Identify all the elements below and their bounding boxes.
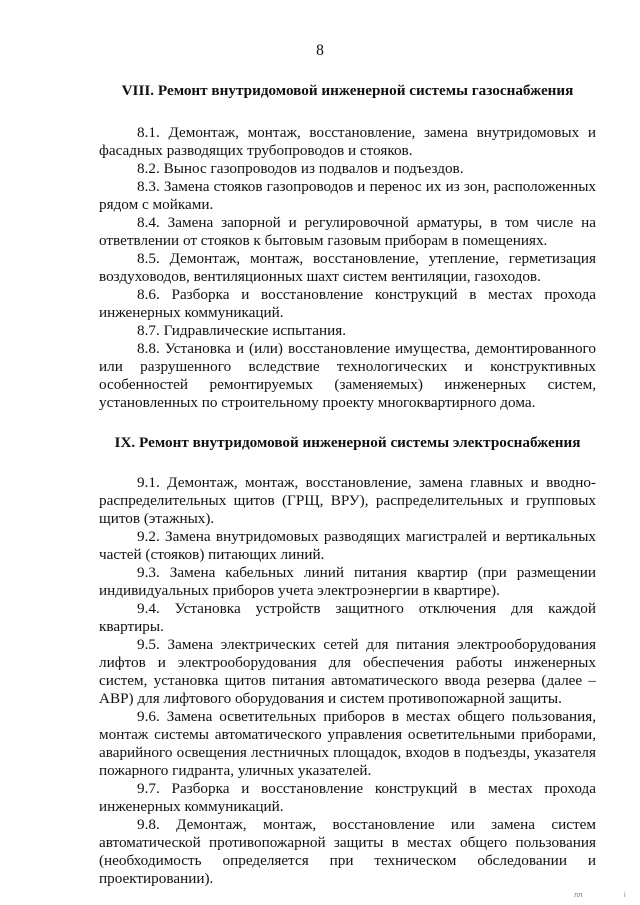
section-title-gas: VIII. Ремонт внутридомовой инженерной системы газоснабжения (121, 82, 574, 99)
section-title-electric: IX. Ремонт внутридомовой инженерной системы электроснабжения (114, 434, 581, 451)
list-item: 9.7. Разборка и восстановление конструкций в местах прохода инженерных коммуникаций. (99, 780, 596, 815)
list-item: 8.1. Демонтаж, монтаж, восстановление, замена внутридомовых и фасадных разводящих трубопроводов и стояков. (99, 124, 596, 159)
list-item: 9.3. Замена кабельных линий питания квартир (при размещении индивидуальных приборов учета электроэнергии в квартире). (99, 564, 596, 599)
footer-scan-mark-left: лл (574, 892, 583, 899)
page-number: 8 (316, 42, 324, 59)
list-item: 8.8. Установка и (или) восстановление имущества, демонтированного или разрушенного вследствие технологических и конструктивных особенностей ремонтируемых (заменяемых) инженерных систем, установленных по строительному проекту многоквартирного дома. (99, 340, 596, 411)
list-item: 8.2. Вынос газопроводов из подвалов и подъездов. (137, 160, 464, 177)
list-item: 8.6. Разборка и восстановление конструкций в местах прохода инженерных коммуникаций. (99, 286, 596, 321)
list-item: 8.3. Замена стояков газопроводов и перенос их из зон, расположенных рядом с мойками. (99, 178, 596, 213)
list-item: 8.4. Замена запорной и регулировочной арматуры, в том числе на ответвлении от стояков к бытовым газовым приборам в помещениях. (99, 214, 596, 249)
list-item: 8.5. Демонтаж, монтаж, восстановление, утепление, герметизация воздуховодов, вентиляционных шахт систем вентиляции, газоходов. (99, 250, 596, 285)
list-item: 9.5. Замена электрических сетей для питания электрооборудования лифтов и электрооборудования для обеспечения работы инженерных систем, установка щитов питания автоматического ввода резерва (далее – АВР) для лифтового оборудования и систем противопожарной защиты. (99, 636, 596, 707)
list-item: 9.8. Демонтаж, монтаж, восстановление или замена систем автоматической противопожарной защиты в местах общего пользования (необходимость определяется при техническом обследовании и проектировании). (99, 816, 596, 887)
list-item: 9.2. Замена внутридомовых разводящих магистралей и вертикальных частей (стояков) питающих линий. (99, 528, 596, 563)
list-item: 8.7. Гидравлические испытания. (137, 322, 346, 339)
list-item: 9.1. Демонтаж, монтаж, восстановление, замена главных и вводно-распределительных щитов (ГРЩ, ВРУ), распределительных и групповых щитов (этажных). (99, 474, 596, 527)
list-item: 9.4. Установка устройств защитного отключения для каждой квартиры. (99, 600, 596, 635)
list-item: 9.6. Замена осветительных приборов в местах общего пользования, монтаж системы автоматического управления осветительными приборами, аварийного освещения лестничных площадок, входов в подъезды, указателя пожарного гидранта, уличных указателей. (99, 708, 596, 779)
footer-scan-mark-right: і (624, 892, 626, 899)
document-body (99, 82, 596, 888)
